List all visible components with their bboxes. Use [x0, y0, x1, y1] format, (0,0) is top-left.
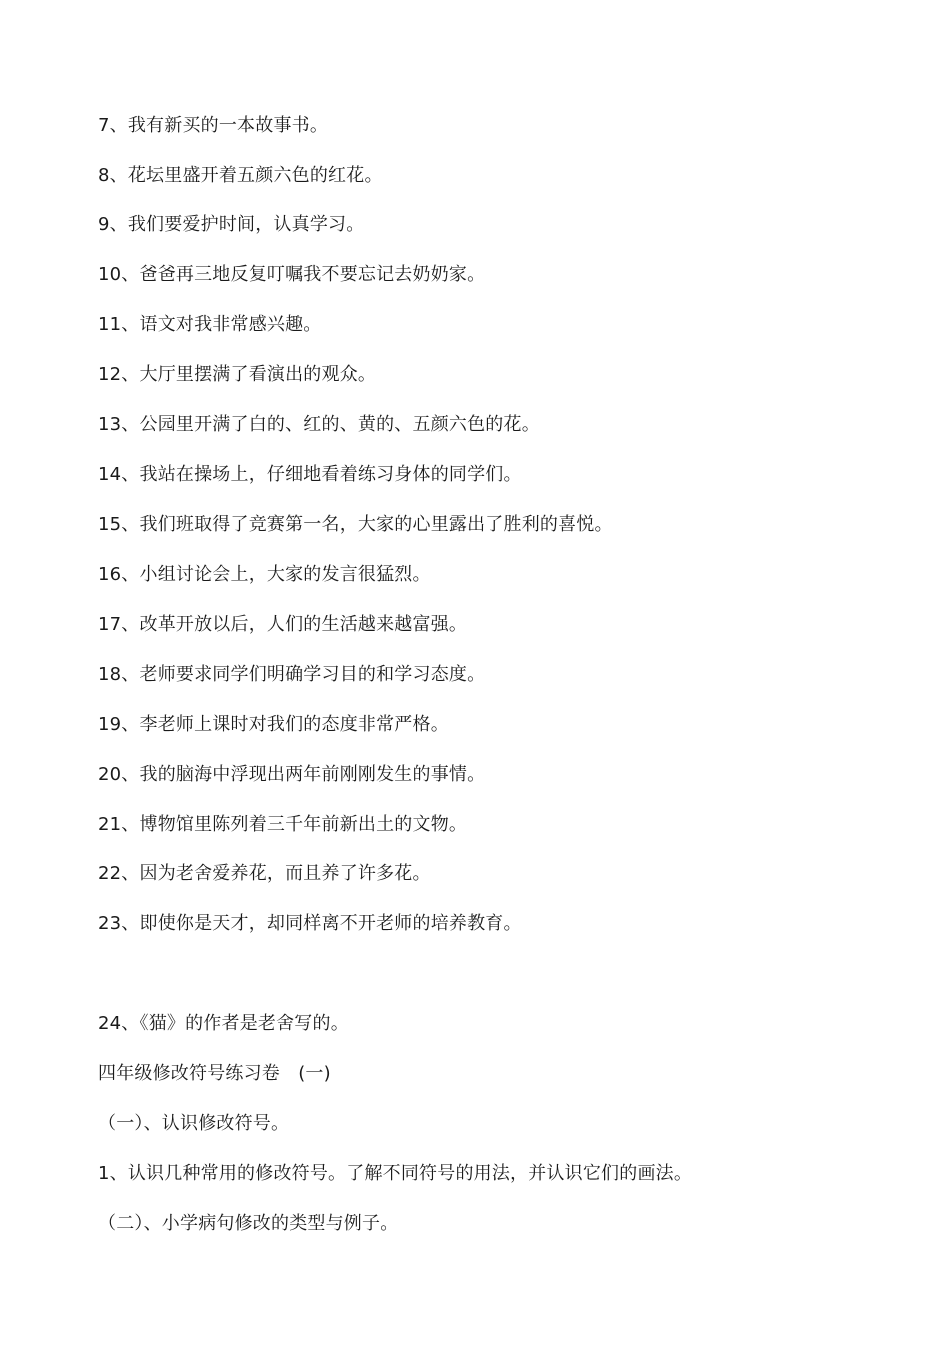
- subsection-heading-2: （二）、小学病句修改的类型与例子。: [98, 1213, 399, 1234]
- sentence-12: 12、大厅里摆满了看演出的观众。: [98, 364, 377, 385]
- sentence-14: 14、我站在操场上，仔细地看着练习身体的同学们。: [98, 464, 522, 485]
- section-title: 四年级修改符号练习卷 (一): [98, 1063, 331, 1084]
- sentence-20: 20、我的脑海中浮现出两年前刚刚发生的事情。: [98, 764, 486, 785]
- sentence-23: 23、即使你是天才，却同样离不开老师的培养教育。: [98, 913, 522, 934]
- sentence-13: 13、公园里开满了白的、红的、黄的、五颜六色的花。: [98, 414, 540, 435]
- sentence-21: 21、博物馆里陈列着三千年前新出土的文物。: [98, 814, 468, 835]
- sentence-11: 11、语文对我非常感兴趣。: [98, 314, 322, 335]
- instruction-1: 1、认识几种常用的修改符号。了解不同符号的用法，并认识它们的画法。: [98, 1163, 693, 1184]
- sentence-7: 7、我有新买的一本故事书。: [98, 115, 329, 136]
- sentence-22: 22、因为老舍爱养花，而且养了许多花。: [98, 863, 431, 884]
- sentence-18: 18、老师要求同学们明确学习目的和学习态度。: [98, 664, 486, 685]
- sentence-19: 19、李老师上课时对我们的态度非常严格。: [98, 714, 449, 735]
- sentence-9: 9、我们要爱护时间，认真学习。: [98, 214, 365, 235]
- sentence-15: 15、我们班取得了竞赛第一名，大家的心里露出了胜利的喜悦。: [98, 514, 613, 535]
- sentence-16: 16、小组讨论会上，大家的发言很猛烈。: [98, 564, 431, 585]
- subsection-heading-1: （一）、认识修改符号。: [98, 1113, 290, 1134]
- sentence-24: 24、《猫》的作者是老舍写的。: [98, 1013, 349, 1034]
- sentence-10: 10、爸爸再三地反复叮嘱我不要忘记去奶奶家。: [98, 264, 486, 285]
- sentence-8: 8、花坛里盛开着五颜六色的红花。: [98, 165, 383, 186]
- sentence-17: 17、改革开放以后，人们的生活越来越富强。: [98, 614, 468, 635]
